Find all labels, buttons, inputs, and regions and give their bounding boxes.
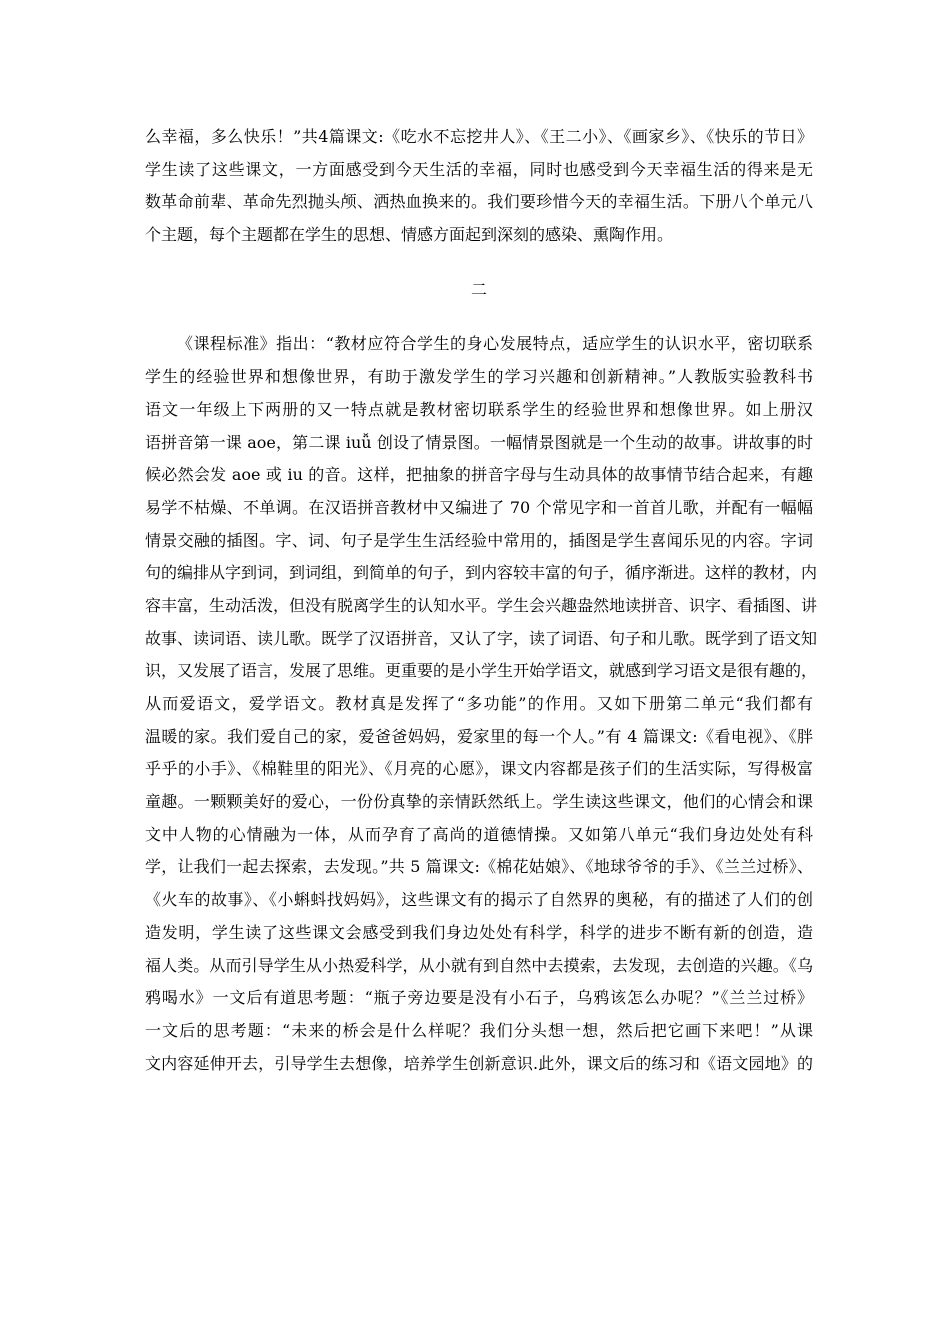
text-line: 容丰富，生动活泼，但没有脱离学生的认知水平。学生会兴趣盎然地读拼音、识字、看插图、讲 (145, 595, 818, 615)
text-line: 句的编排从字到词，到词组，到简单的句子，到内容较丰富的句子，循序渐进。这样的教材，内 (145, 563, 818, 583)
text-line: 识，又发展了语言，发展了思维。更重要的是小学生开始学语文，就感到学习语文是很有趣的， (145, 661, 818, 681)
text-line: 学生的经验世界和想像世界，有助于激发学生的学习兴趣和创新精神。”人教版实验教科书 (145, 367, 813, 387)
text-line: 情景交融的插图。字、词、句子是学生生活经验中常用的，插图是学生喜闻乐见的内容。字词 (145, 530, 813, 550)
text-line: 文内容延伸开去，引导学生去想像，培养学生创新意识.此外，课文后的练习和《语文园地》的 (145, 1053, 813, 1073)
text-line: 福人类。从而引导学生从小热爱科学，从小就有到自然中去摸索，去发现，去创造的兴趣。《乌 (145, 955, 813, 975)
intro-paragraph (145, 121, 813, 252)
text-line: 语文一年级上下两册的又一特点就是教材密切联系学生的经验世界和想像世界。如上册汉 (145, 399, 813, 419)
text-line: 故事、读词语、读儿歌。既学了汉语拼音，又认了字，读了词语、句子和儿歌。既学到了语文知 (145, 628, 818, 648)
text-line: 从而爱语文，爱学语文。教材真是发挥了“多功能”的作用。又如下册第二单元“我们都有 (145, 694, 813, 713)
text-line: 数革命前辈、革命先烈抛头颅、洒热血换来的。我们要珍惜今天的幸福生活。下册八个单元八 (145, 192, 813, 212)
text-line: 温暖的家。我们爱自己的家，爱爸爸妈妈，爱家里的每一个人。”有 4 篇课文:《看电视》、《胖 (145, 726, 813, 746)
section-heading: 二 (470, 279, 487, 299)
text-line: 个主题，每个主题都在学生的思想、情感方面起到深刻的感染、熏陶作用。 (145, 225, 674, 245)
document-body (145, 121, 818, 1080)
text-line: 学生读了这些课文，一方面感受到今天生活的幸福，同时也感受到今天幸福生活的得来是无 (145, 159, 813, 179)
text-line: 童趣。一颗颗美好的爱心，一份份真挚的亲情跃然纸上。学生读这些课文，他们的心情会和课 (145, 792, 813, 812)
text-line: 语拼音第一课 aoe，第二课 iuǚ 创设了情景图。一幅情景图就是一个生动的故事。讲故事的时 (145, 432, 813, 452)
text-line: 一文后的思考题：“未来的桥会是什么样呢？我们分头想一想，然后把它画下来吧！”从课 (145, 1020, 813, 1040)
text-line: 《课程标准》指出：“教材应符合学生的身心发展特点，适应学生的认识水平，密切联系 (177, 334, 813, 354)
text-line: 文中人物的心情融为一体，从而孕育了高尚的道德情操。又如第八单元“我们身边处处有科 (145, 824, 813, 844)
text-line: 鸦喝水》一文后有道思考题：“瓶子旁边要是没有小石子，乌鸦该怎么办呢？”《兰兰过桥》 (145, 988, 813, 1008)
text-line: 乎乎的小手》、《棉鞋里的阳光》、《月亮的心愿》，课文内容都是孩子们的生活实际，写得极富 (145, 759, 813, 779)
text-line: 《火车的故事》、《小蝌蚪找妈妈》，这些课文有的揭示了自然界的奥秘，有的描述了人们的创 (145, 890, 813, 910)
body-paragraph (145, 328, 818, 1080)
text-line: 易学不枯燥、不单调。在汉语拼音教材中又编进了 70 个常见字和一首首儿歌，并配有一幅幅 (145, 497, 813, 517)
text-line: 学，让我们一起去探索，去发现。”共 5 篇课文:《棉花姑娘》、《地球爷爷的手》、《兰兰过桥》、 (145, 857, 813, 877)
text-line: 候必然会发 aoe 或 iu 的音。这样，把抽象的拼音字母与生动具体的故事情节结合起来，有趣 (145, 465, 813, 485)
text-line: 造发明，学生读了这些课文会感受到我们身边处处有科学，科学的进步不断有新的创造，造 (145, 922, 813, 942)
text-line: 么幸福，多么快乐！”共4篇课文:《吃水不忘挖井人》、《王二小》、《画家乡》、《快乐的节日》 (145, 127, 813, 146)
